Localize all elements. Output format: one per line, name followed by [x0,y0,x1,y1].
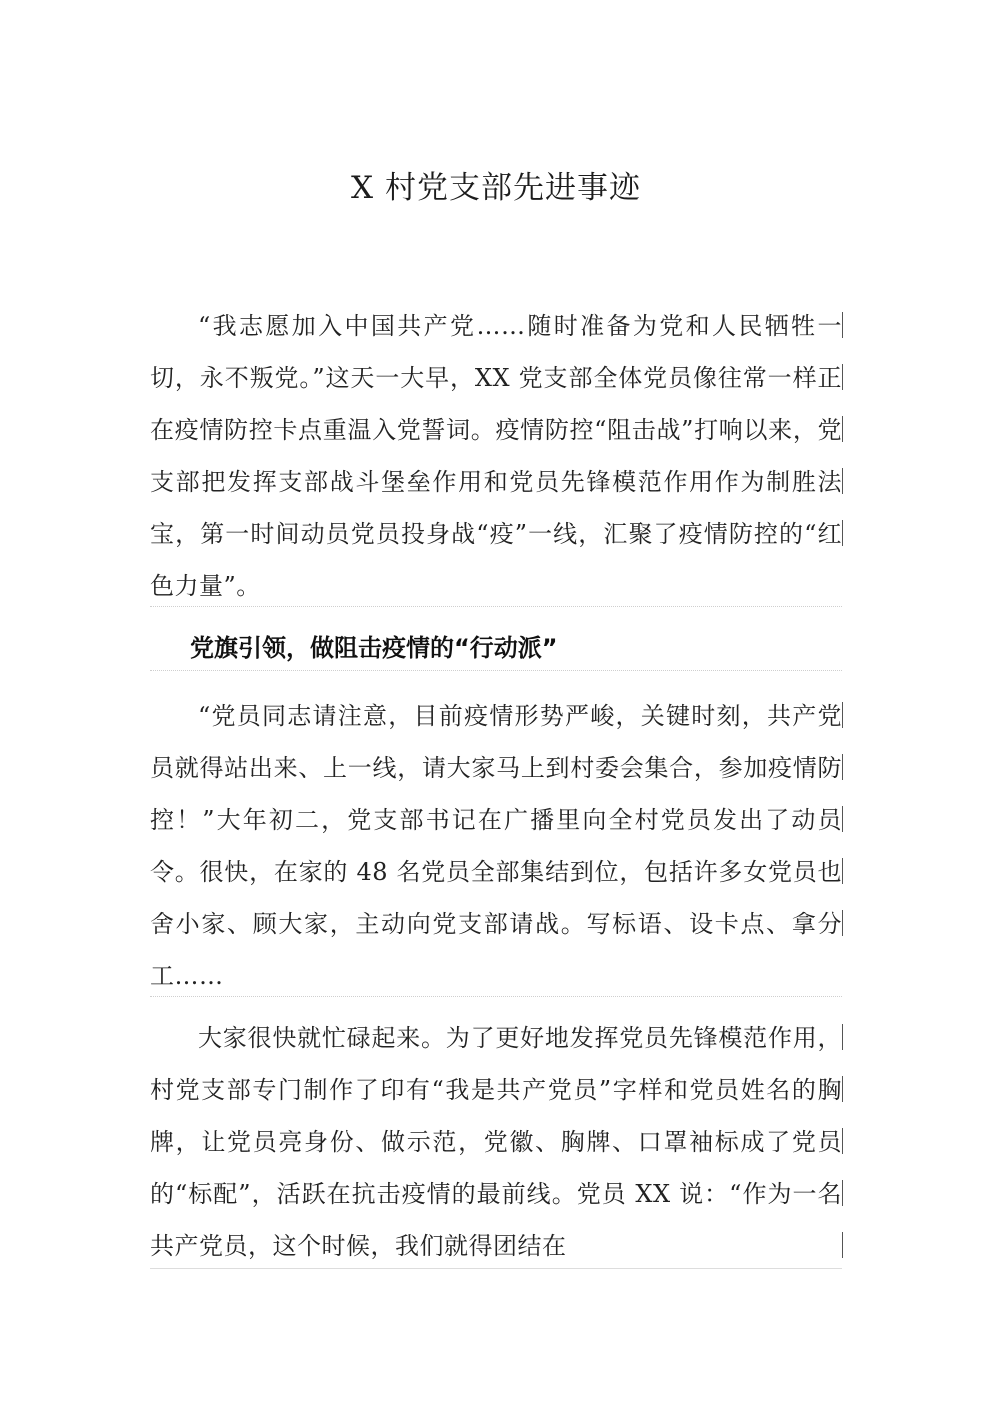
divider-2 [150,670,842,671]
margin-mark [842,702,843,728]
margin-mark [842,1024,843,1050]
margin-mark [842,1232,843,1258]
margin-mark [842,910,843,936]
margin-mark [842,1128,843,1154]
margin-mark [842,806,843,832]
paragraph-3: 大家很快就忙碌起来。为了更好地发挥党员先锋模范作用，村党支部专门制作了印有“我是共产党员”字样和党员姓名的胸牌，让党员亮身份、做示范，党徽、胸牌、口罩袖标成了党员的“标配”，活跃在抗击疫情的最前线。党员 XX 说：“作为一名共产党员，这个时候，我们就得团结在 [150,1024,842,1260]
margin-mark [842,1076,843,1102]
margin-mark [842,520,843,546]
paragraph-1: “我志愿加入中国共产党……随时准备为党和人民牺牲一切，永不叛党。”这天一大早，XX 党支部全体党员像往常一样正在疫情防控卡点重温入党誓词。疫情防控“阻击战”打响以来，党支部把发挥支部战斗堡垒作用和党员先锋模范作用作为制胜法宝，第一时间动员党员投身战“疫”一线，汇聚了疫情防控的“红色力量”。 [150,312,842,600]
divider-4 [150,1268,842,1269]
margin-mark [842,364,843,390]
section-heading: 党旗引领，做阻击疫情的“行动派” [190,634,558,662]
margin-mark [842,754,843,780]
margin-mark [842,1180,843,1206]
margin-mark [842,858,843,884]
margin-mark [842,416,843,442]
paragraph-2: “党员同志请注意，目前疫情形势严峻，关键时刻，共产党员就得站出来、上一线，请大家马上到村委会集合，参加疫情防控！”大年初二，党支部书记在广播里向全村党员发出了动员令。很快，在家的 48 名党员全部集结到位，包括许多女党员也舍小家、顾大家，主动向党支部请战。写标语、设卡点、拿分工…… [150,702,842,990]
divider-3 [150,996,842,997]
divider-1 [150,606,842,607]
margin-mark [842,312,843,338]
document-title: X 村党支部先进事迹 [351,170,641,206]
margin-mark [842,468,843,494]
